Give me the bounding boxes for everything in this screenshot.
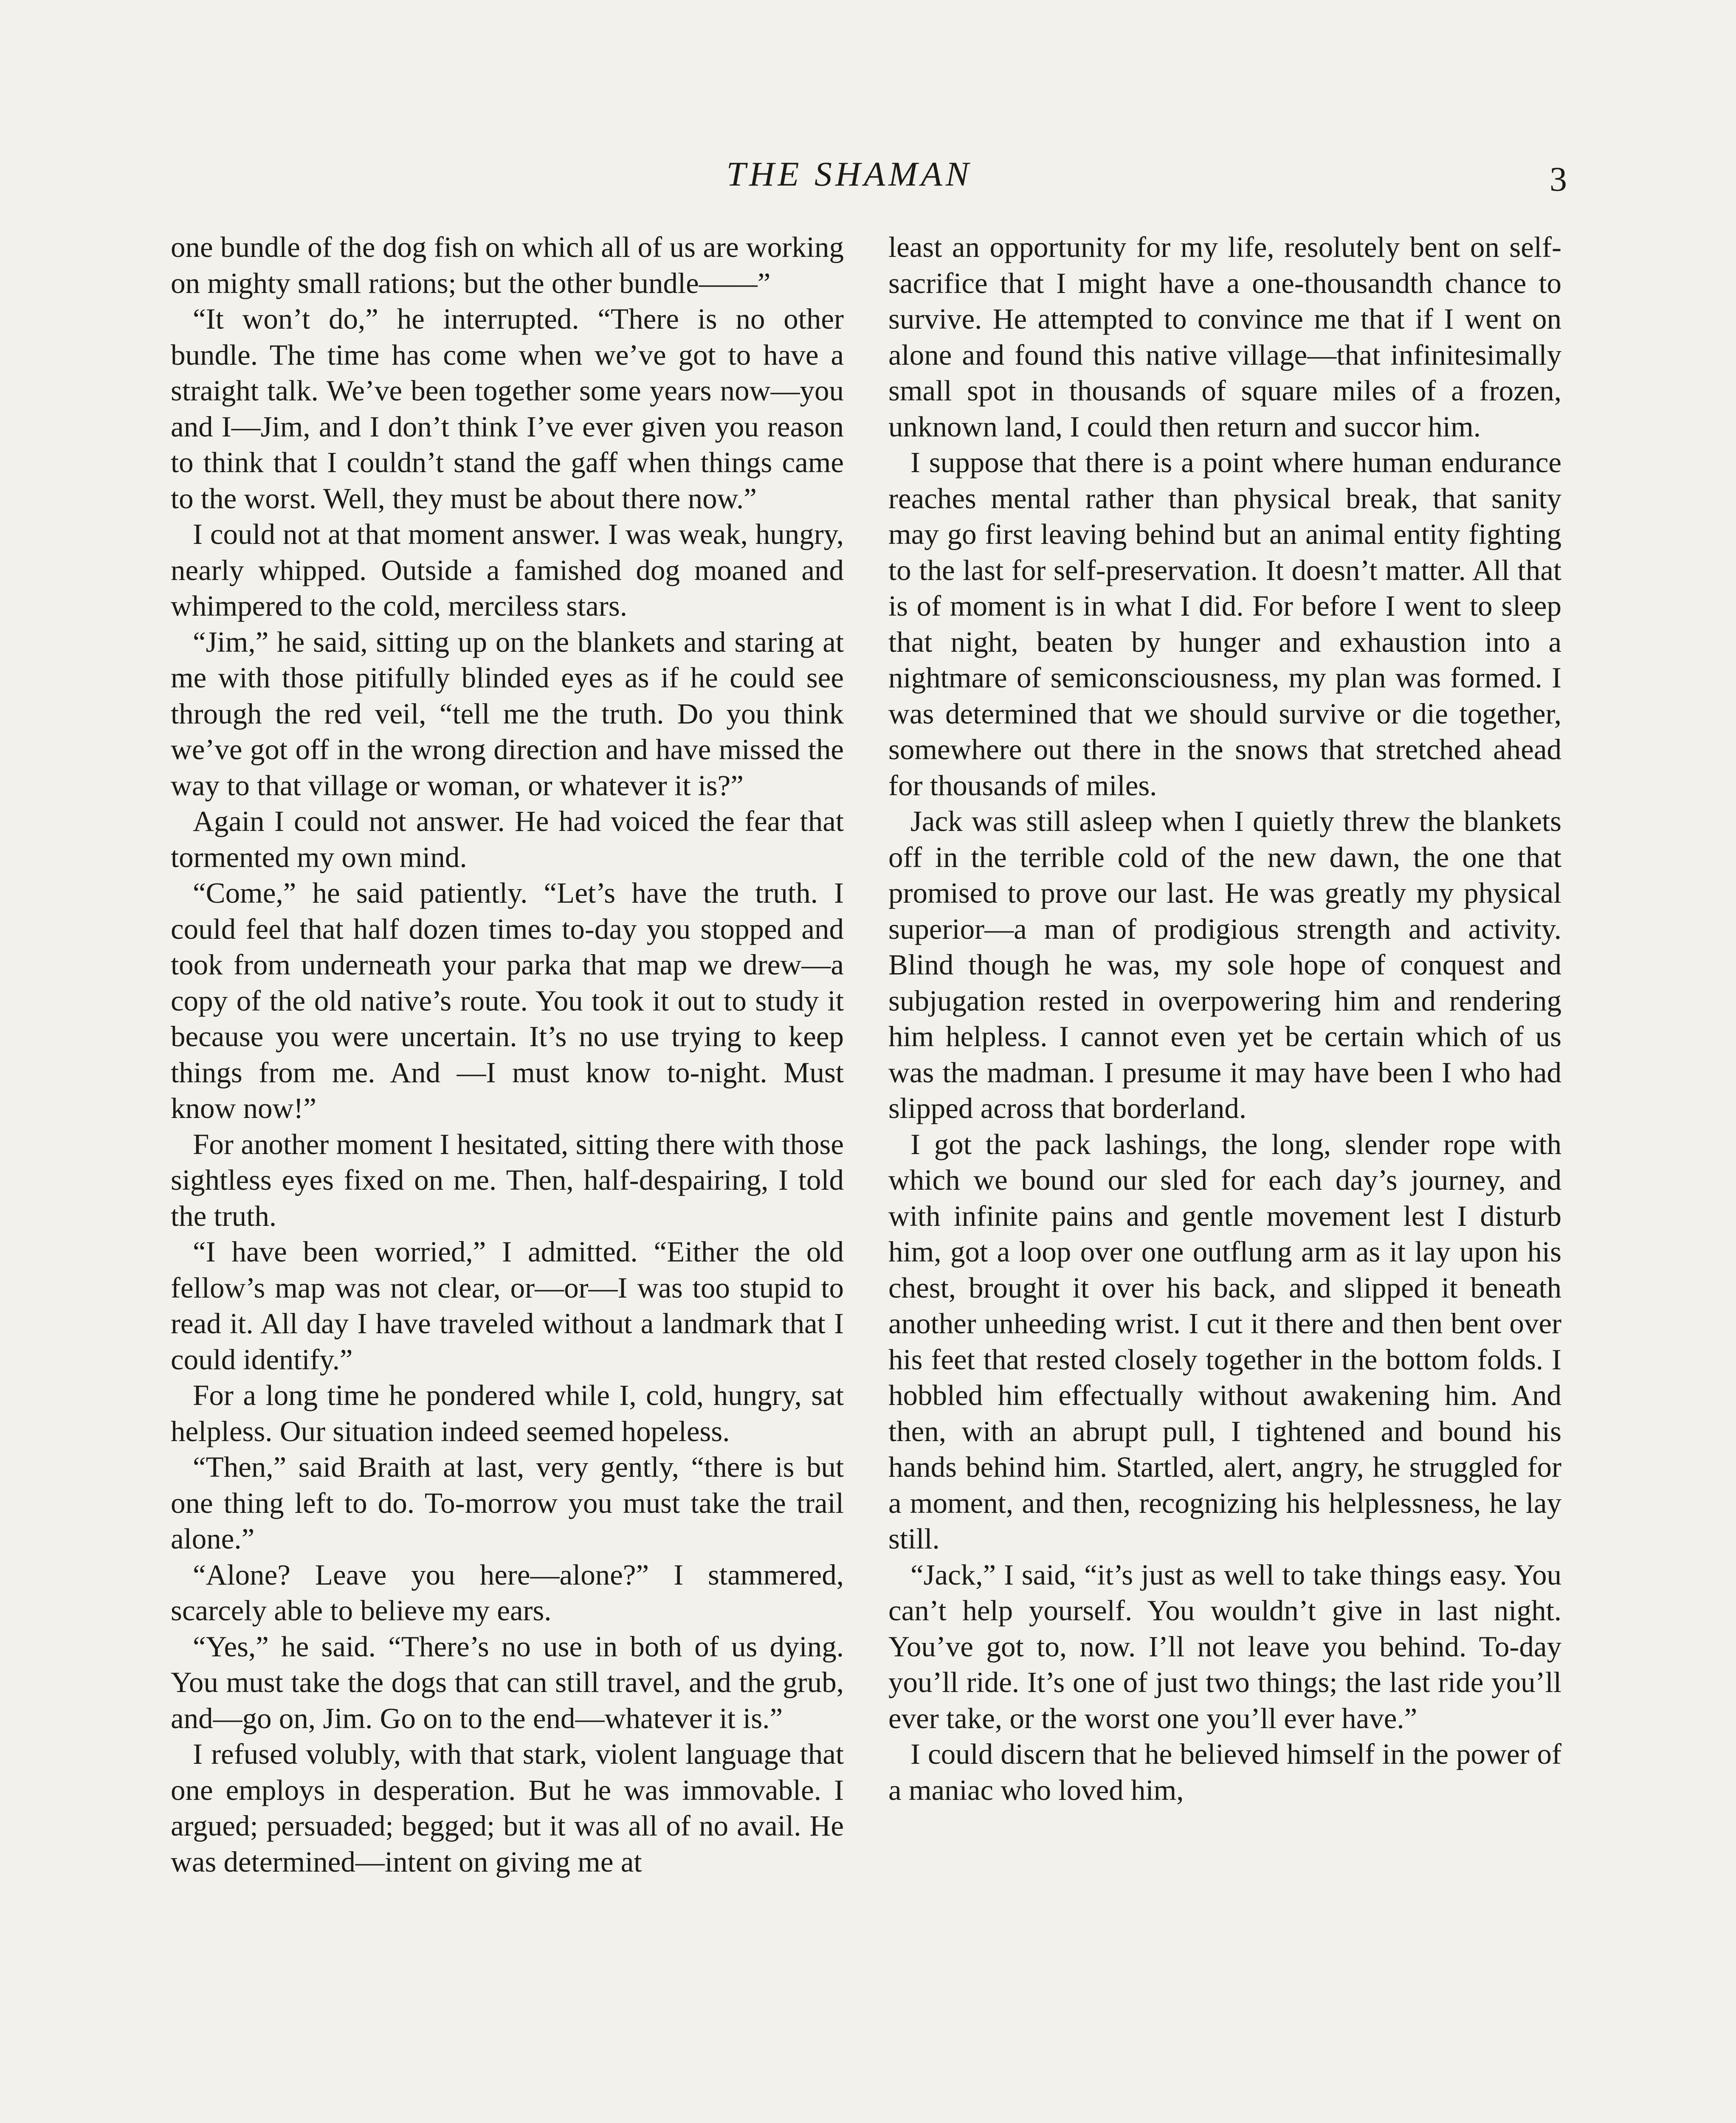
paragraph: “Then,” said Braith at last, very gently, “there is but one thing left to do. To-morrow you must take the trail alone.” bbox=[171, 1451, 844, 1555]
paragraph: I got the pack lashings, the long, slender rope with which we bound our sled for each day’s journey, and with infinite pains and gentle movement lest I disturb him, got a loop over one outflung arm as it lay upon his chest, brought it over his back, and slipped it beneath another unheeding wrist. I cut it there and then bent over his feet that rested closely together in the bottom folds. I hobbled him effectually without awakening him. And then, with an abrupt pull, I tightened and bound his hands behind him. Startled, alert, angry, he struggled for a moment, and then, recognizing his helplessness, he lay still. bbox=[888, 1128, 1561, 1555]
paragraph: Again I could not answer. He had voiced the fear that tormented my own mind. bbox=[171, 805, 844, 873]
paragraph: I could discern that he believed himself in the power of a maniac who loved him, bbox=[888, 1738, 1561, 1806]
running-title: THE SHAMAN bbox=[726, 155, 972, 193]
page-number: 3 bbox=[1550, 160, 1567, 198]
paragraph: “I have been worried,” I admitted. “Either the old fellow’s map was not clear, or—or—I was too stupid to read it. All day I have traveled without a landmark that I could identify.” bbox=[171, 1236, 844, 1376]
paragraph: Jack was still asleep when I quietly threw the blankets off in the terrible cold of the new dawn, the one that promised to prove our last. He was greatly my physical superior—a man of prodigious strength and activity. Blind though he was, my sole hope of conquest and subjugation rested in overpowering him and rendering him helpless. I cannot even yet be certain which of us was the madman. I presume it may have been I who had slipped across that borderland. bbox=[888, 805, 1561, 1124]
right-text-column bbox=[888, 229, 1561, 1808]
paragraph: least an opportunity for my life, resolutely bent on self-sacrifice that I might have a one-thousandth chance to survive. He attempted to convince me that if I went on alone and found this native village—that infinitesimally small spot in thousands of square miles of a frozen, unknown land, I could then return and succor him. bbox=[888, 231, 1561, 443]
paragraph: “Come,” he said patiently. “Let’s have the truth. I could feel that half dozen times to-day you stopped and took from underneath your parka that map we drew—a copy of the old native’s route. You took it out to study it because you were uncertain. It’s no use trying to keep things from me. And —I must know to-night. Must know now!” bbox=[171, 877, 844, 1124]
paragraph: “Yes,” he said. “There’s no use in both of us dying. You must take the dogs that can still travel, and the grub, and—go on, Jim. Go on to the end—whatever it is.” bbox=[171, 1630, 844, 1734]
paragraph: one bundle of the dog fish on which all of us are working on mighty small rations; but the other bundle——” bbox=[171, 231, 844, 299]
left-text-column bbox=[171, 229, 844, 1880]
paragraph: I suppose that there is a point where human endurance reaches mental rather than physical break, that sanity may go first leaving behind but an animal entity fighting to the last for self-preservation. It doesn’t matter. All that is of moment is in what I did. For before I went to sleep that night, beaten by hunger and exhaustion into a nightmare of semiconsciousness, my plan was formed. I was determined that we should survive or die together, somewhere out there in the snows that stretched ahead for thousands of miles. bbox=[888, 446, 1561, 802]
paragraph: I could not at that moment answer. I was weak, hungry, nearly whipped. Outside a famished dog moaned and whimpered to the cold, merciless stars. bbox=[171, 518, 844, 622]
paragraph: For another moment I hesitated, sitting there with those sightless eyes fixed on me. Then, half-despairing, I told the truth. bbox=[171, 1128, 844, 1232]
paragraph: “Alone? Leave you here—alone?” I stammered, scarcely able to believe my ears. bbox=[171, 1558, 844, 1627]
paragraph: “Jim,” he said, sitting up on the blankets and staring at me with those pitifully blinded eyes as if he could see through the red veil, “tell me the truth. Do you think we’ve got off in the wrong direction and have missed the way to that village or woman, or whatever it is?” bbox=[171, 625, 844, 802]
paragraph: For a long time he pondered while I, cold, hungry, sat helpless. Our situation indeed seemed hopeless. bbox=[171, 1379, 844, 1447]
paragraph: “It won’t do,” he interrupted. “There is no other bundle. The time has come when we’ve got to have a straight talk. We’ve been together some years now—you and I—Jim, and I don’t think I’ve ever given you reason to think that I couldn’t stand the gaff when things came to the worst. Well, they must be about there now.” bbox=[171, 303, 844, 515]
paragraph: I refused volubly, with that stark, violent language that one employs in desperation. But he was immovable. I argued; persuaded; begged; but it was all of no avail. He was determined—intent on giving me at bbox=[171, 1738, 844, 1878]
paragraph: “Jack,” I said, “it’s just as well to take things easy. You can’t help yourself. You wouldn’t give in last night. You’ve got to, now. I’ll not leave you behind. To-day you’ll ride. It’s one of just two things; the last ride you’ll ever take, or the worst one you’ll ever have.” bbox=[888, 1558, 1561, 1734]
